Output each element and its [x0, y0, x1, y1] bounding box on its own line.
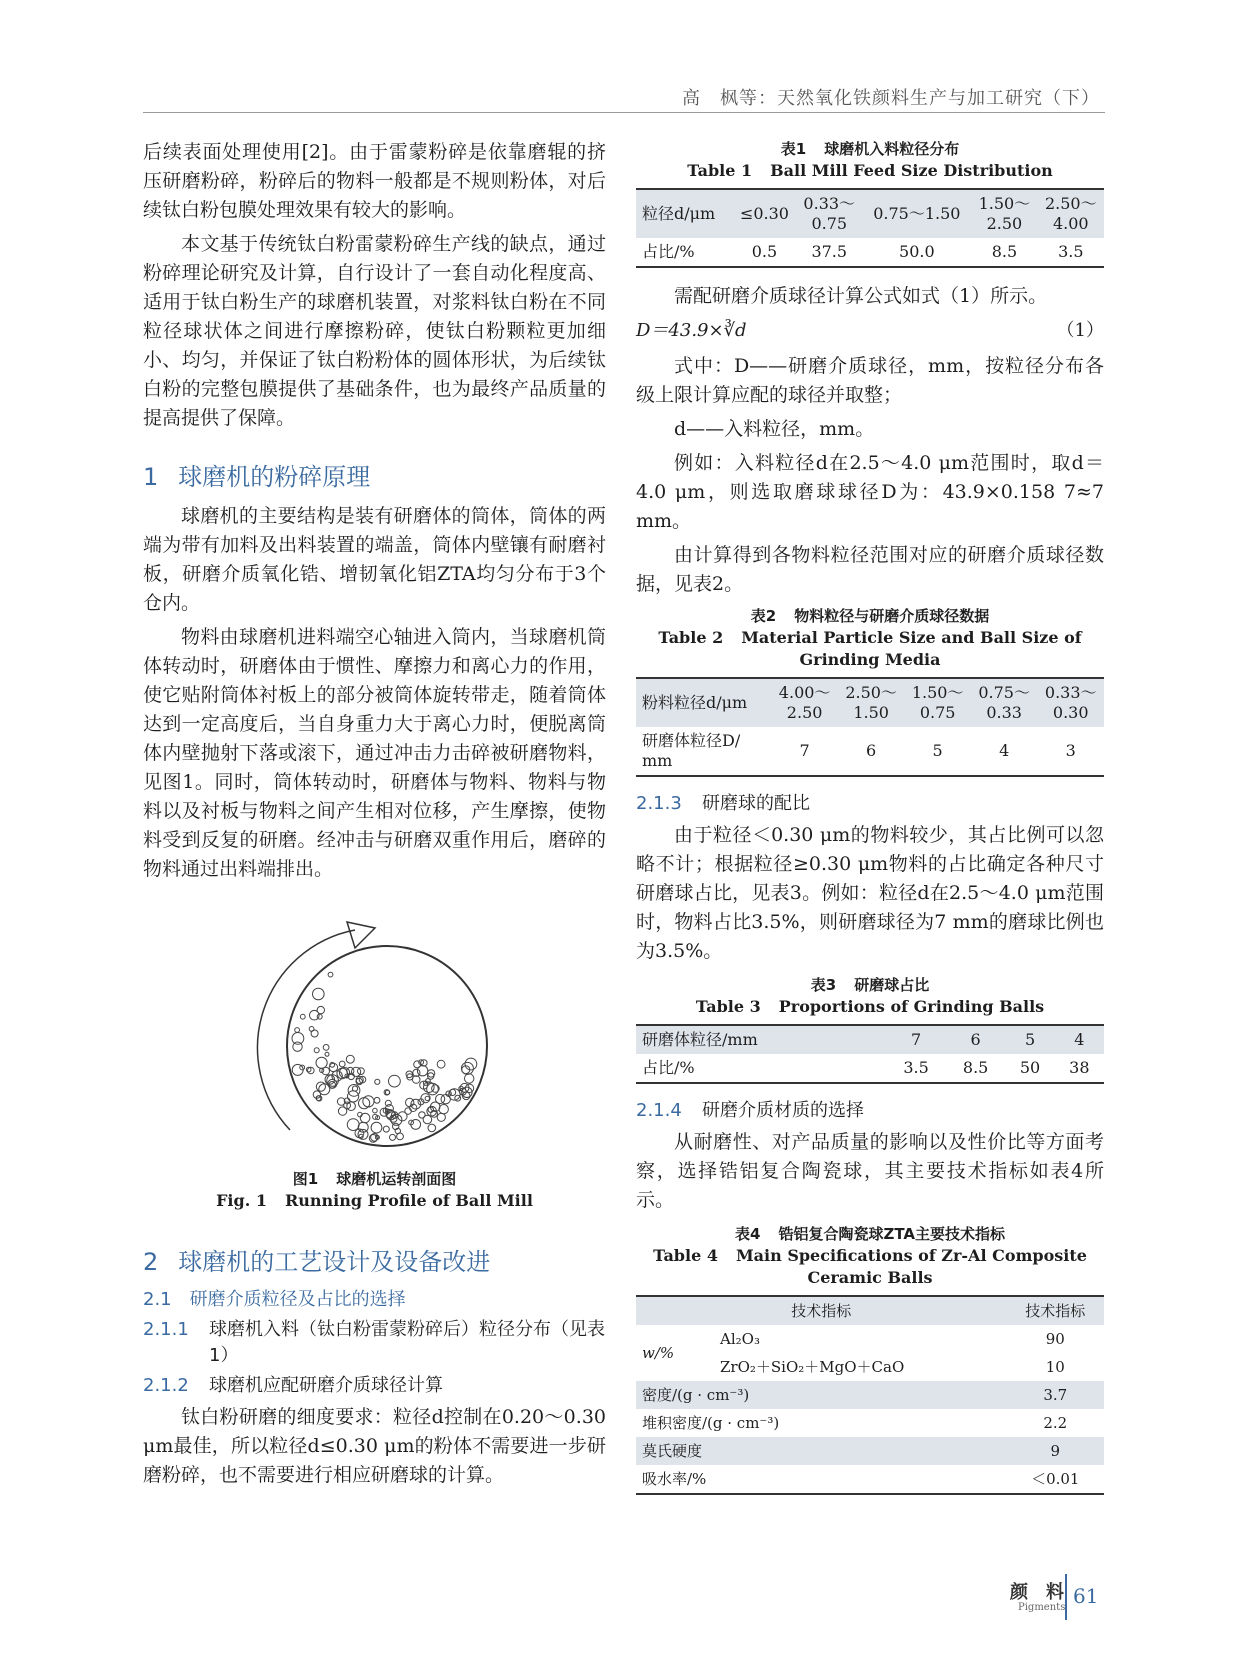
table-cell: 4	[999, 741, 1010, 760]
table-cell: 密度/(g · cm⁻³)	[636, 1381, 1007, 1409]
footer-divider	[1065, 1574, 1067, 1620]
section-title: 研磨介质材质的选择	[702, 1100, 864, 1121]
table-cell: 0.33～ 0.75	[796, 189, 862, 238]
paragraph: 物料由球磨机进料端空心轴进入筒内，当球磨机筒体转动时，研磨体由于惯性、摩擦力和离心力的作用，使它贴附筒体衬板上的部分被筒体旋转带走，随着筒体达到一定高度后，当自身重力大于离心力时，便脱离筒体内壁抛射下落或滚下，通过冲击力击碎被研磨物料，见图1。同时，筒体转动时，研磨体与物料、物料与物料以及衬板与物料之间产生相对位移，产生摩擦，使物料受到反复的研磨。经冲击与研磨双重作用后，磨碎的物料通过出料端排出。	[143, 626, 606, 880]
paragraph: 钛白粉研磨的细度要求：粒径d控制在0.20～0.30 μm最佳，所以粒径d≤0.30 μm的粉体不需要进一步研磨粉碎，也不需要进行相应研磨球的计算。	[143, 1406, 606, 1486]
grinding-ball	[418, 1112, 424, 1118]
grinding-ball	[326, 1075, 338, 1087]
table-4-caption-cn	[636, 1223, 1104, 1245]
table-cell: 3	[1065, 741, 1076, 760]
figure-label: 图1	[292, 1170, 319, 1188]
table-row	[636, 727, 1104, 776]
table-title: Main Specifications of Zr-Al Composite Ceramic Balls	[735, 1246, 1087, 1287]
section-title: 球磨机的工艺设计及设备改进	[178, 1248, 491, 1276]
table-row	[636, 1054, 1104, 1083]
equation-number: （1）	[1056, 320, 1104, 341]
section-number: 2.1.1	[143, 1319, 189, 1340]
grinding-ball	[316, 1057, 327, 1068]
table-cell: 8.5	[991, 242, 1018, 261]
grinding-ball	[441, 1095, 450, 1104]
table-cell: 6	[946, 1025, 1006, 1054]
table-cell: Al₂O₃	[720, 1330, 760, 1348]
grinding-ball	[405, 1098, 413, 1106]
grinding-ball	[347, 1119, 359, 1131]
table-cell: 0.75～ 0.33	[971, 678, 1038, 727]
table-cell: 6	[866, 741, 877, 760]
table-header-cell: 技术指标	[636, 1296, 1007, 1325]
section-1-heading	[143, 457, 606, 492]
table-title: Material Particle Size and Ball Size of Grinding Media	[741, 628, 1082, 669]
grinding-ball	[374, 1079, 379, 1084]
table-title: Ball Mill Feed Size Distribution	[770, 161, 1053, 180]
grinding-ball	[454, 1095, 460, 1101]
table-title: Proportions of Grinding Balls	[778, 997, 1045, 1016]
table-1-caption-cn	[636, 138, 1104, 160]
section-2-heading	[143, 1242, 606, 1277]
table-cell: 8.5	[962, 1058, 989, 1077]
table-cell: ＜0.01	[1031, 1470, 1080, 1488]
paragraph: 本文基于传统钛白粉雷蒙粉碎生产线的缺点，通过粉碎理论研究及计算，自行设计了一套自动化程度高、适用于钛白粉生产的球磨机装置，对浆料钛白粉在不同粒径球状体之间进行摩擦粉碎，使钛白粉颗粒更加细小、均匀，并保证了钛白粉粉体的圆体形状，为后续钛白粉的完整包膜提供了基础条件，也为最终产品质量的提高提供了保障。	[143, 233, 606, 429]
table-row	[636, 1465, 1104, 1494]
grinding-ball	[314, 1048, 319, 1053]
subsection-2-1-2	[143, 1373, 606, 1399]
table-cell: 2.2	[1043, 1414, 1068, 1432]
grinding-ball	[328, 972, 333, 977]
table-cell: 3.5	[903, 1058, 929, 1077]
table-cell: 10	[1045, 1358, 1065, 1376]
table-cell: 粒径d/μm	[636, 189, 733, 238]
grinding-ball	[325, 1052, 329, 1056]
grinding-ball	[372, 1108, 377, 1113]
table-cell: 5	[1005, 1025, 1054, 1054]
paragraph: 由于粒径＜0.30 μm的物料较少，其占比例可以忽略不计；根据粒径≥0.30 μm物料的占比确定各种尺寸研磨球占比，见表3。例如：粒径d在2.5～4.0 μm范围时，物料占比3.5%，则研磨球径为7 mm的磨球比例也为3.5%。	[636, 824, 1104, 962]
section-title: 研磨球的配比	[702, 793, 810, 814]
table-cell: 占比/%	[642, 1058, 695, 1077]
paragraph: 从耐磨性、对产品质量的影响以及性价比等方面考察，选择锆铝复合陶瓷球，其主要技术指标如表4所示。	[636, 1131, 1104, 1211]
grinding-ball	[437, 1060, 445, 1068]
grinding-ball	[346, 1055, 354, 1063]
table-cell: 7	[886, 1025, 946, 1054]
subsection-2-1	[143, 1287, 606, 1313]
paragraph: 球磨机的主要结构是装有研磨体的筒体，筒体的两端为带有加料及出料装置的端盖，筒体内壁镶有耐磨衬板，研磨介质氧化锆、增韧氧化铝ZTA均匀分布于3个仓内。	[143, 505, 606, 614]
subsection-2-1-1	[143, 1317, 606, 1369]
grinding-ball	[371, 1122, 382, 1133]
grinding-ball	[292, 1033, 304, 1045]
equation-1	[636, 316, 1104, 342]
journal-name: 颜 料	[1010, 1582, 1064, 1603]
table-cell: ≤0.30	[733, 189, 796, 238]
table-1-caption-en	[636, 160, 1104, 182]
table-title: 锆铝复合陶瓷球ZTA主要技术指标	[778, 1225, 1005, 1243]
table-cell: 研磨体粒径D/ mm	[642, 731, 741, 770]
subsection-2-1-4	[636, 1098, 1104, 1124]
table-cell: 堆积密度/(g · cm⁻³)	[642, 1414, 780, 1432]
table-cell: 4.00～ 2.50	[771, 678, 838, 727]
table-label: Table 3	[695, 997, 761, 1016]
table-4	[636, 1295, 1104, 1495]
table-cell: w/%	[642, 1344, 675, 1362]
table-3	[636, 1024, 1104, 1084]
grinding-ball	[389, 1134, 395, 1140]
table-title: 研磨球占比	[854, 976, 930, 994]
section-number: 2.1.3	[636, 793, 682, 814]
table-cell: 0.5	[751, 242, 778, 261]
figure-1-caption-cn	[143, 1168, 606, 1190]
table-cell: 3.7	[1007, 1381, 1104, 1409]
grinding-ball	[435, 1094, 444, 1103]
paragraph: d——入料粒径，mm。	[674, 418, 875, 440]
paragraph: 式中：D——研磨介质球径，mm，按粒径分布各级上限计算应配的球径并取整；	[636, 355, 1104, 406]
table-2	[636, 677, 1104, 777]
grinding-ball	[374, 1097, 380, 1103]
table-3-caption-cn	[636, 974, 1104, 996]
table-cell: 0.33～ 0.30	[1037, 678, 1104, 727]
table-cell: 占比/%	[642, 242, 695, 261]
subsection-2-1-3	[636, 791, 1104, 817]
grinding-ball	[294, 1028, 299, 1033]
grinding-ball	[383, 1126, 389, 1132]
table-cell: 90	[1045, 1330, 1065, 1348]
table-cell: 50	[1019, 1058, 1041, 1077]
table-cell: 5	[932, 741, 943, 760]
section-title: 研磨介质粒径及占比的选择	[189, 1289, 406, 1310]
table-cell: 研磨体粒径/mm	[636, 1025, 886, 1054]
grinding-ball	[385, 1100, 391, 1106]
table-cell: 3.5	[1058, 242, 1084, 261]
grinding-ball	[396, 1133, 403, 1140]
table-cell: 4	[1055, 1025, 1104, 1054]
table-row	[636, 1381, 1104, 1409]
table-row	[636, 1325, 1104, 1353]
figure-label: Fig. 1	[216, 1191, 267, 1210]
grinding-ball	[437, 1113, 445, 1121]
page-number: 61	[1073, 1584, 1099, 1608]
figure-1	[143, 920, 606, 1164]
grinding-ball	[425, 1096, 429, 1100]
grinding-ball	[358, 1098, 369, 1109]
grinding-ball	[464, 1074, 473, 1083]
figure-1-caption-en	[143, 1190, 606, 1212]
table-row	[636, 678, 1104, 727]
grinding-ball	[372, 1114, 377, 1119]
table-row	[636, 1296, 1104, 1325]
table-row	[636, 1409, 1104, 1437]
section-number: 2.1.4	[636, 1100, 682, 1121]
table-label: 表1	[780, 140, 807, 158]
grinding-ball	[309, 1027, 314, 1032]
table-row	[636, 1437, 1104, 1465]
section-number: 1	[143, 463, 159, 491]
table-cell: 吸水率/%	[642, 1470, 707, 1488]
grinding-ball	[339, 1061, 345, 1067]
table-row	[636, 189, 1104, 238]
figure-title: 球磨机运转剖面图	[336, 1170, 457, 1188]
table-title: 物料粒径与研磨介质球径数据	[794, 607, 990, 625]
table-row	[636, 238, 1104, 267]
table-cell: 莫氏硬度	[636, 1437, 1007, 1465]
grinding-ball	[352, 1086, 357, 1091]
grinding-ball	[428, 1124, 436, 1132]
paragraph: 需配研磨介质球径计算公式如式（1）所示。	[674, 285, 1048, 307]
table-cell: ZrO₂＋SiO₂＋MgO＋CaO	[720, 1358, 905, 1376]
table-label: 表2	[750, 607, 777, 625]
grinding-ball	[323, 1045, 329, 1051]
header-rule	[143, 112, 1105, 113]
table-cell: 37.5	[811, 242, 848, 261]
table-cell: 2.50～ 4.00	[1038, 189, 1104, 238]
grinding-ball	[312, 988, 324, 1000]
table-label: Table 4	[653, 1246, 718, 1265]
table-label: 表3	[810, 976, 837, 994]
section-title: 球磨机入料（钛白粉雷蒙粉碎后）粒径分布（见表1）	[209, 1319, 605, 1366]
table-cell: 7	[799, 741, 810, 760]
grinding-ball	[397, 1112, 406, 1121]
paragraph: 由计算得到各物料粒径范围对应的研磨介质球径数据，见表2。	[636, 544, 1104, 595]
grinding-ball	[439, 1105, 448, 1114]
table-cell: 2.50～ 1.50	[838, 678, 905, 727]
running-title: 高 枫等：天然氧化铁颜料生产与加工研究（下）	[682, 88, 1100, 109]
table-label: Table 2	[658, 628, 724, 647]
paragraph: 后续表面处理使用[2]。由于雷蒙粉碎是依靠磨辊的挤压研磨粉碎，粉碎后的物料一般都是不规则粉体，对后续钛白粉包膜处理效果有较大的影响。	[143, 141, 606, 221]
table-1	[636, 188, 1104, 268]
equation: D＝43.9×∛d	[636, 320, 747, 341]
table-cell: 9	[1007, 1437, 1104, 1465]
grinding-ball	[300, 1014, 305, 1019]
table-title: 球磨机入料粒径分布	[824, 140, 960, 158]
left-column	[143, 138, 606, 1495]
table-2-caption-en	[636, 627, 1104, 671]
journal-name-en: Pigments	[1018, 1602, 1066, 1613]
figure-title: Running Profile of Ball Mill	[284, 1191, 533, 1210]
table-row	[636, 1025, 1104, 1054]
table-label: Table 1	[687, 161, 753, 180]
section-title: 球磨机的粉碎原理	[178, 463, 371, 491]
grinding-ball	[360, 1113, 370, 1123]
table-cell: 50.0	[899, 242, 935, 261]
section-number: 2	[143, 1248, 159, 1276]
grinding-ball	[317, 1006, 324, 1013]
section-number: 2.1	[143, 1289, 172, 1310]
table-4-caption-en	[636, 1245, 1104, 1289]
section-title: 球磨机应配研磨介质球径计算	[209, 1375, 443, 1396]
table-cell: 1.50～ 0.75	[904, 678, 971, 727]
table-2-caption-cn	[636, 605, 1104, 627]
paragraph: 例如：入料粒径d在2.5～4.0 μm范围时，取d＝4.0 μm，则选取磨球球径D为：43.9×0.158 7≈7 mm。	[636, 452, 1104, 532]
table-cell: 1.50～ 2.50	[971, 189, 1037, 238]
section-number: 2.1.2	[143, 1375, 189, 1396]
table-3-caption-en	[636, 996, 1104, 1018]
table-header-cell: 技术指标	[1007, 1296, 1104, 1325]
table-cell: 38	[1069, 1058, 1090, 1077]
table-cell: 0.75～1.50	[862, 189, 971, 238]
table-label: 表4	[735, 1225, 761, 1243]
ball-mill-diagram	[235, 920, 515, 1160]
grinding-ball	[388, 1075, 400, 1087]
right-column	[636, 138, 1104, 1509]
table-cell: 粉料粒径d/μm	[636, 678, 771, 727]
